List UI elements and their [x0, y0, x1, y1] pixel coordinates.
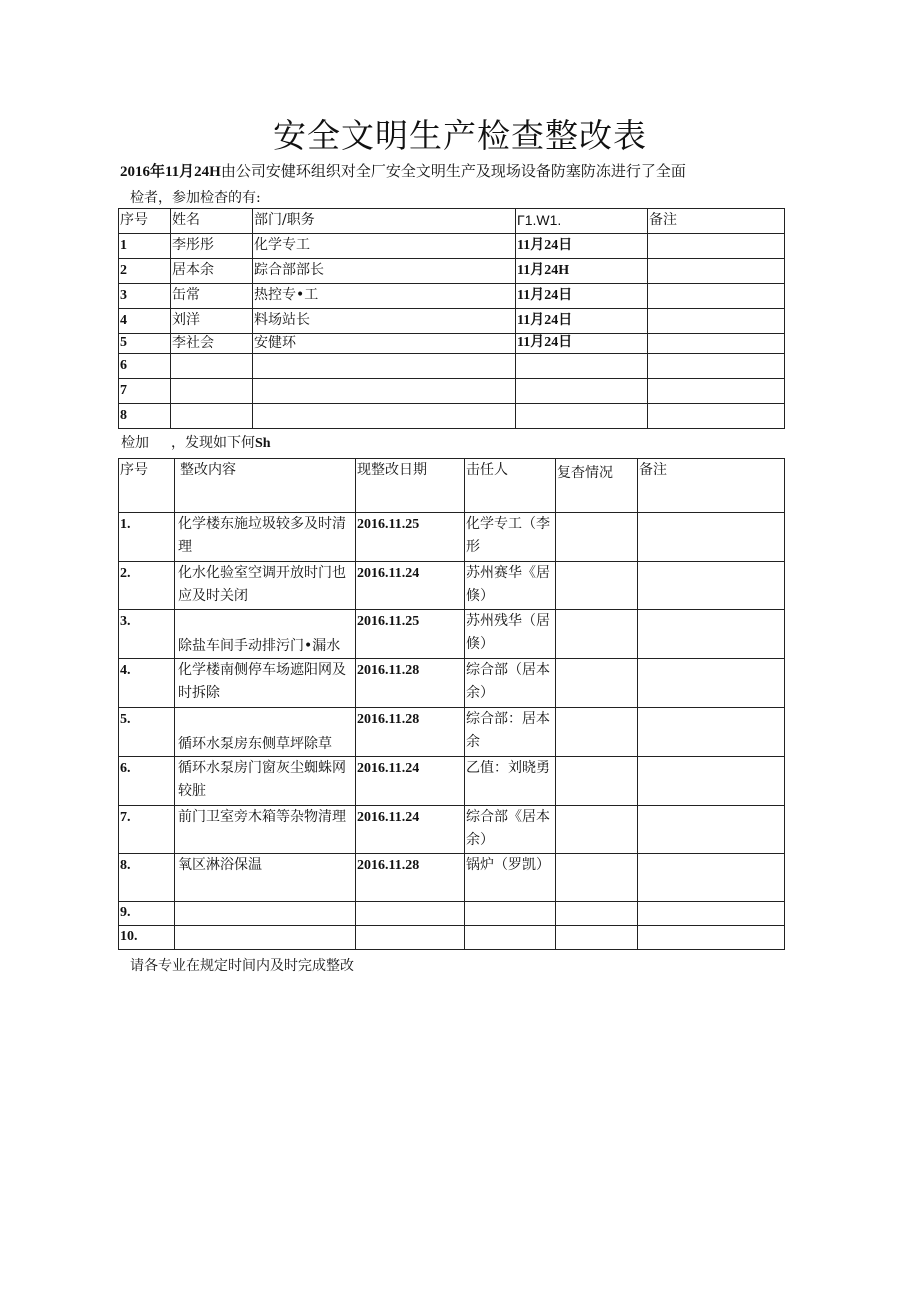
- rectification-check-cell: [556, 902, 638, 926]
- participant-row: [119, 234, 785, 259]
- footer-note: 请各专业在规定时间内及时完成整改: [130, 958, 354, 974]
- participant-name-cell: [171, 404, 253, 429]
- rectification-no-cell: 4.: [119, 659, 175, 708]
- rectification-check-cell: [556, 513, 638, 562]
- header-cell: 序号: [119, 209, 171, 234]
- rectification-date-cell: 2016.11.28: [356, 854, 465, 902]
- rectification-content-cell: 化学楼东施垃圾较多及时清理: [175, 513, 356, 562]
- participant-row: [119, 259, 785, 284]
- header-cell: 复杳情况: [556, 459, 638, 513]
- participant-date-cell: [516, 354, 648, 379]
- rectification-no-cell: 7.: [119, 806, 175, 854]
- participant-dept-cell: 化学专工: [253, 234, 516, 259]
- participant-row: [119, 404, 785, 429]
- rectification-check-cell: [556, 806, 638, 854]
- participant-name-cell: 刘洋: [171, 309, 253, 334]
- participant-name-cell: 居本余: [171, 259, 253, 284]
- rectification-note-cell: [638, 562, 785, 610]
- findings-intro-c: Sh: [255, 436, 271, 451]
- rectification-no-cell: 3.: [119, 610, 175, 659]
- participant-note-cell: [648, 234, 785, 259]
- rectification-person-cell: [465, 902, 556, 926]
- rectification-header-row: [119, 459, 785, 513]
- rectification-check-cell: [556, 708, 638, 757]
- rectification-row: [119, 659, 785, 708]
- participant-note-cell: [648, 334, 785, 354]
- participant-note-cell: [648, 259, 785, 284]
- participant-no-cell: 8: [119, 404, 171, 429]
- rectification-date-cell: 2016.11.25: [356, 610, 465, 659]
- rectification-content-cell: [175, 902, 356, 926]
- participant-dept-cell: [253, 379, 516, 404]
- findings-intro-b: ，发现如下何: [171, 435, 255, 451]
- rectification-no-cell: 2.: [119, 562, 175, 610]
- rectification-row: [119, 610, 785, 659]
- rectification-note-cell: [638, 854, 785, 902]
- rectification-person-cell: [465, 926, 556, 950]
- header-cell: 姓名: [171, 209, 253, 234]
- rectification-person-cell: 综合部（居本余）: [465, 659, 556, 708]
- participant-dept-cell: 料场站长: [253, 309, 516, 334]
- rectification-row: [119, 854, 785, 902]
- participant-dept-cell: 踪合部部长: [253, 259, 516, 284]
- rectification-person-cell: 乙值：刘晓勇: [465, 757, 556, 806]
- rectification-content-cell: 氧区淋浴保温: [175, 854, 356, 902]
- rectification-content-cell: 前门卫室旁木箱等杂物清理: [175, 806, 356, 854]
- rectification-note-cell: [638, 708, 785, 757]
- rectification-date-cell: 2016.11.24: [356, 806, 465, 854]
- participant-name-cell: [171, 379, 253, 404]
- participant-no-cell: 4: [119, 309, 171, 334]
- participant-row: [119, 334, 785, 354]
- rectification-person-cell: 综合部：居本余: [465, 708, 556, 757]
- rectification-check-cell: [556, 562, 638, 610]
- participant-row: [119, 354, 785, 379]
- intro-date: 2016年11月24H: [120, 164, 221, 180]
- participant-no-cell: 6: [119, 354, 171, 379]
- participant-note-cell: [648, 284, 785, 309]
- rectification-content-cell: 循环水泵房门窗灰尘蜘蛛网较脏: [175, 757, 356, 806]
- participant-row: [119, 379, 785, 404]
- rectification-date-cell: 2016.11.24: [356, 562, 465, 610]
- findings-intro: [121, 432, 271, 452]
- participant-dept-cell: 热控专•工: [253, 284, 516, 309]
- participant-no-cell: 5: [119, 334, 171, 354]
- header-cell: 备注: [638, 459, 785, 513]
- rectification-note-cell: [638, 806, 785, 854]
- participants-header-row: [119, 209, 785, 234]
- participant-dept-cell: 安健环: [253, 334, 516, 354]
- rectification-date-cell: [356, 926, 465, 950]
- rectification-date-cell: 2016.11.25: [356, 513, 465, 562]
- rectification-content-cell: 循环水泵房东侧草坪除草: [175, 708, 356, 757]
- participant-date-cell: 11月24H: [516, 259, 648, 284]
- participant-name-cell: 李社会: [171, 334, 253, 354]
- participant-date-cell: [516, 404, 648, 429]
- rectification-content-cell: 除盐车间手动排污门•漏水: [175, 610, 356, 659]
- rectification-no-cell: 8.: [119, 854, 175, 902]
- rectification-check-cell: [556, 659, 638, 708]
- rectification-no-cell: 1.: [119, 513, 175, 562]
- header-cell: 现整改日期: [356, 459, 465, 513]
- rectification-note-cell: [638, 902, 785, 926]
- rectification-note-cell: [638, 757, 785, 806]
- participant-name-cell: 李彤彤: [171, 234, 253, 259]
- rectification-row: [119, 708, 785, 757]
- participant-no-cell: 1: [119, 234, 171, 259]
- rectification-person-cell: 锅炉（罗凯）: [465, 854, 556, 902]
- rectification-check-cell: [556, 757, 638, 806]
- participant-no-cell: 3: [119, 284, 171, 309]
- header-cell: 击任人: [465, 459, 556, 513]
- rectification-note-cell: [638, 926, 785, 950]
- intro-line-2: 检者，参加检杳的有:: [130, 190, 261, 206]
- participant-date-cell: [516, 379, 648, 404]
- rectification-row: [119, 806, 785, 854]
- participant-row: [119, 309, 785, 334]
- header-cell: 备注: [648, 209, 785, 234]
- participant-no-cell: 7: [119, 379, 171, 404]
- rectification-person-cell: 化学专工（李形: [465, 513, 556, 562]
- participant-name-cell: [171, 354, 253, 379]
- rectification-person-cell: 苏州赛华《居倏）: [465, 562, 556, 610]
- findings-intro-a: 检加: [121, 435, 149, 451]
- header-cell: 部门/职务: [253, 209, 516, 234]
- participant-dept-cell: [253, 354, 516, 379]
- participant-date-cell: 11月24日: [516, 334, 648, 354]
- participant-no-cell: 2: [119, 259, 171, 284]
- intro-line-1: [120, 160, 686, 181]
- participant-note-cell: [648, 379, 785, 404]
- header-cell: Γ1.W1.: [516, 209, 648, 234]
- rectification-note-cell: [638, 659, 785, 708]
- participant-date-cell: 11月24日: [516, 234, 648, 259]
- header-cell: 序号: [119, 459, 175, 513]
- rectification-date-cell: 2016.11.28: [356, 708, 465, 757]
- page-title: 安全文明生产检查整改表: [273, 116, 647, 155]
- rectification-date-cell: 2016.11.24: [356, 757, 465, 806]
- rectification-table: [118, 458, 785, 950]
- participant-date-cell: 11月24日: [516, 284, 648, 309]
- rectification-row: [119, 513, 785, 562]
- rectification-no-cell: 6.: [119, 757, 175, 806]
- participant-note-cell: [648, 354, 785, 379]
- rectification-person-cell: 综合部《居本余）: [465, 806, 556, 854]
- rectification-row: [119, 562, 785, 610]
- rectification-content-cell: 化水化验室空调开放时门也应及时关闭: [175, 562, 356, 610]
- header-cell: 整改内容: [175, 459, 356, 513]
- rectification-row: [119, 757, 785, 806]
- rectification-date-cell: 2016.11.28: [356, 659, 465, 708]
- rectification-content-cell: [175, 926, 356, 950]
- rectification-check-cell: [556, 610, 638, 659]
- participants-table: [118, 208, 785, 429]
- rectification-row: [119, 902, 785, 926]
- rectification-no-cell: 5.: [119, 708, 175, 757]
- participant-note-cell: [648, 404, 785, 429]
- intro-text: 由公司安健环组织对全厂安全文明生产及现场设备防塞防冻进行了全面: [220, 162, 686, 180]
- rectification-check-cell: [556, 854, 638, 902]
- participant-row: [119, 284, 785, 309]
- rectification-note-cell: [638, 513, 785, 562]
- rectification-person-cell: 苏州残华（居倏）: [465, 610, 556, 659]
- rectification-date-cell: [356, 902, 465, 926]
- participant-dept-cell: [253, 404, 516, 429]
- rectification-note-cell: [638, 610, 785, 659]
- rectification-check-cell: [556, 926, 638, 950]
- participant-name-cell: 缶常: [171, 284, 253, 309]
- participant-note-cell: [648, 309, 785, 334]
- rectification-no-cell: 10.: [119, 926, 175, 950]
- rectification-row: [119, 926, 785, 950]
- rectification-no-cell: 9.: [119, 902, 175, 926]
- rectification-content-cell: 化学楼南侧停车场遮阳网及时拆除: [175, 659, 356, 708]
- participant-date-cell: 11月24日: [516, 309, 648, 334]
